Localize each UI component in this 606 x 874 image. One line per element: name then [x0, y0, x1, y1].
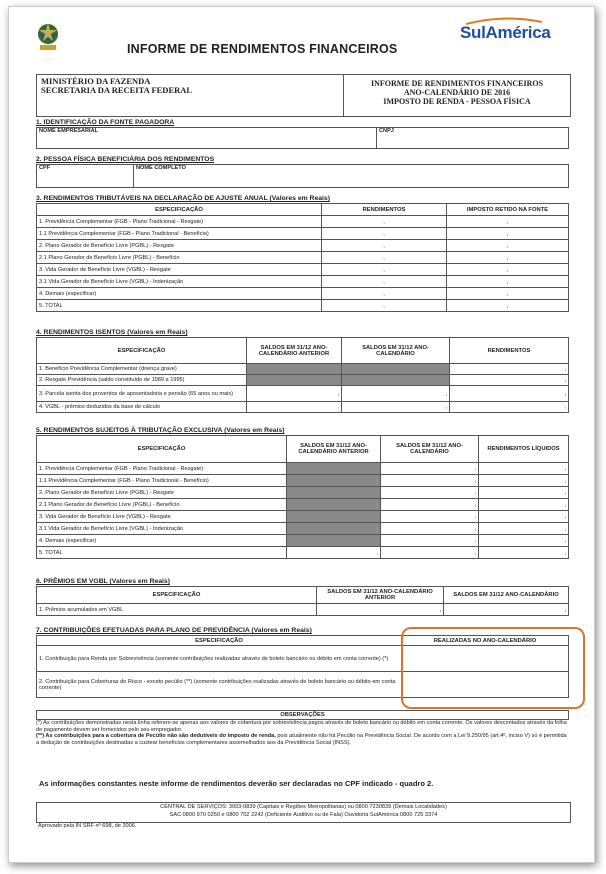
footer-contacts	[36, 802, 571, 823]
s5-row	[37, 511, 569, 523]
s4-row-value: ,	[450, 402, 569, 413]
s6-row-current: ,	[444, 604, 569, 616]
brazil-coat-of-arms-icon	[35, 21, 61, 53]
s4-row	[37, 402, 569, 413]
s4-row-label: 1. Benefício Previdência Complementar (doença grave)	[37, 364, 247, 375]
s3-row-value: ,	[322, 264, 447, 276]
s3-row-label: 2. Plano Gerador de Benefício Livre (PGBL) - Resgate	[37, 240, 322, 252]
s3-row-label: 1.1 Previdência Complementar (FGB - Plano Tradicional - Benefício)	[37, 228, 322, 240]
s3-row-value: ,	[322, 252, 447, 264]
obs-note-2	[36, 733, 569, 746]
s3-row	[37, 276, 569, 288]
s3-row	[37, 240, 569, 252]
s5-header-balance: SALDOS EM 31/12 ANO-CALENDÁRIO	[381, 436, 479, 463]
s4-header-balance: SALDOS EM 31/12 ANO-CALENDÁRIO	[342, 338, 450, 364]
form-page	[8, 6, 595, 863]
section-3-table	[36, 203, 569, 312]
highlight-annotation	[401, 627, 585, 709]
s4-row-value	[247, 364, 342, 375]
s7-header-realized: REALIZADAS NO ANO-CALENDÁRIO	[402, 636, 569, 646]
s5-row	[37, 463, 569, 475]
observations-text	[36, 720, 569, 746]
s4-row	[37, 364, 569, 375]
s4-row-value: ,	[247, 402, 342, 413]
company-name-field: NOME EMPRESARIAL	[37, 128, 377, 149]
s3-row	[37, 288, 569, 300]
s5-row-label: 3.1 Vida Gerador de Benefício Livre (VGBL) - Indenização	[37, 523, 287, 535]
s5-row	[37, 475, 569, 487]
s5-row-value: ,	[479, 487, 569, 499]
s5-row-value	[287, 523, 381, 535]
report-heading-1: INFORME DE RENDIMENTOS FINANCEIROS	[370, 79, 544, 88]
s4-row-value	[342, 364, 450, 375]
s3-row-value: ,	[447, 216, 569, 228]
section-3-title: 3. RENDIMENTOS TRIBUTÁVEIS NA DECLARAÇÃO DE AJUSTE ANUAL (Valores em Reais)	[36, 195, 330, 202]
section-7-title: 7. CONTRIBUIÇÕES EFETUADAS PARA PLANO DE PREVIDÊNCIA (Valores em Reais)	[36, 627, 312, 634]
s4-row-value: ,	[247, 386, 342, 402]
s5-header-spec: ESPECIFICAÇÃO	[37, 436, 287, 463]
secretaria-line: SECRETARIA DA RECEITA FEDERAL	[41, 85, 193, 95]
report-heading-3: IMPOSTO DE RENDA - PESSOA FÍSICA	[383, 97, 531, 106]
ministry-line: MINISTÉRIO DA FAZENDA	[41, 76, 151, 86]
s5-row	[37, 487, 569, 499]
s5-row-value: ,	[479, 535, 569, 547]
sulamerica-logo	[460, 23, 551, 43]
s3-row-label: 3.1 Vida Gerador de Benefício Livre (VGBL) - Indenização	[37, 276, 322, 288]
footer-line-2: SAC 0800 970 0250 e 0800 702 2242 (Deficiente Auditivo ou de Fala) Ouvidoria SulAmérica 0800 725 3374	[169, 812, 438, 818]
full-name-field: NOME COMPLETO	[134, 165, 569, 188]
s6-header-balance: SALDOS EM 31/12 ANO-CALENDÁRIO	[444, 587, 569, 604]
report-heading-2: ANO-CALENDÁRIO DE 2016	[403, 88, 511, 97]
s3-row-label: 2.1 Plano Gerador de Benefício Livre (PGBL) - Benefício	[37, 252, 322, 264]
s5-row-value: ,	[479, 523, 569, 535]
s5-row-label: 3. Vida Gerador de Benefício Livre (VGBL) - Resgate	[37, 511, 287, 523]
cpf-field: CPF	[37, 165, 134, 188]
s3-row-value: ,	[447, 264, 569, 276]
s5-row-value: ,	[381, 511, 479, 523]
s4-row-value	[342, 375, 450, 386]
s5-row-value: ,	[381, 463, 479, 475]
s5-row	[37, 499, 569, 511]
cnpj-field: CNPJ	[377, 128, 569, 149]
s5-row-value: ,	[479, 475, 569, 487]
s4-row-value	[247, 375, 342, 386]
s7-row-survival: 1. Contribuição para Renda por Sobrevivência (somente contribuições realizadas através de boleto bancário ou débito em conta corrente) (*)	[37, 646, 402, 672]
s3-row	[37, 264, 569, 276]
s3-row-value: ,	[322, 228, 447, 240]
s4-row	[37, 375, 569, 386]
s5-row	[37, 535, 569, 547]
s3-row-value: ,	[447, 240, 569, 252]
s3-row	[37, 252, 569, 264]
s5-header-prev-balance: SALDOS EM 31/12 ANO-CALENDÁRIO ANTERIOR	[287, 436, 381, 463]
logo-swoosh-icon	[464, 17, 544, 25]
section-2-table	[36, 164, 569, 188]
s5-row-value: ,	[287, 547, 381, 559]
s3-row	[37, 300, 569, 312]
s5-row-value: ,	[381, 523, 479, 535]
section-2-title: 2. PESSOA FÍSICA BENEFICIÁRIA DOS RENDIMENTOS	[36, 156, 215, 163]
section-5-table	[36, 435, 569, 559]
s3-row	[37, 216, 569, 228]
s5-row-label: 4. Demais (especificar)	[37, 535, 287, 547]
s3-row-value: ,	[447, 252, 569, 264]
s5-row-value: ,	[381, 487, 479, 499]
s5-row-value	[287, 499, 381, 511]
obs-note-2-bold: (**) As contribuições para a cobertura de Pecúlio não são dedutíveis do imposto de renda,	[36, 733, 276, 739]
s7-header-spec: ESPECIFICAÇÃO	[37, 636, 402, 646]
obs-note-2-text: pois atualmente não há Pecúlio na Previdência Social. De acordo com a Lei 9.250/95 (art.4º, inciso V) só é permitida a dedução de contribuições destinadas a custear benefícios complementares assemelhados aos da Previdência Social (INSS).	[36, 733, 567, 746]
s5-row-value: ,	[479, 511, 569, 523]
s3-row-value: ,	[322, 276, 447, 288]
s4-row-value: ,	[450, 375, 569, 386]
s5-row	[37, 523, 569, 535]
s3-header-income: RENDIMENTOS	[322, 204, 447, 216]
obs-note-1: (*) As contribuições demonstradas nesta linha referem-se apenas aos valores de cobertura por sobrevivência pagos através de boleto bancário ou débito em conta corrente. Os valores descontados através da folha de pagamento devem ser fornecidos pelo seu empregador.	[36, 720, 567, 733]
section-4-table	[36, 337, 569, 413]
section-1-title: 1. IDENTIFICAÇÃO DA FONTE PAGADORA	[36, 119, 175, 126]
page-title: INFORME DE RENDIMENTOS FINANCEIROS	[127, 42, 398, 56]
observations-header	[36, 710, 569, 720]
s4-row-label: 4. VGBL - prêmios deduzidos da base de cálculo	[37, 402, 247, 413]
s5-row-value	[287, 487, 381, 499]
section-5-title: 5. RENDIMENTOS SUJEITOS À TRIBUTAÇÃO EXCLUSIVA (Valores em Reais)	[36, 427, 285, 434]
s6-row-label: 1. Prêmios acumulados em VGBL	[37, 604, 317, 616]
issuer-ministry	[41, 77, 192, 95]
s3-row-value: ,	[322, 240, 447, 252]
section-1-table	[36, 127, 569, 149]
s6-header-spec: ESPECIFICAÇÃO	[37, 587, 317, 604]
s5-row-value: ,	[381, 547, 479, 559]
s4-row	[37, 386, 569, 402]
section-6-title: 6. PRÊMIOS EM VGBL (Valores em Reais)	[36, 578, 170, 585]
declaration-note: As informações constantes neste informe de rendimentos deverão ser declaradas no CPF indicado - quadro 2.	[39, 779, 434, 788]
s5-row-value: ,	[381, 535, 479, 547]
s3-row-value: ,	[447, 228, 569, 240]
s6-row-prev: ,	[317, 604, 444, 616]
s5-row-value: ,	[479, 499, 569, 511]
s3-row-label: 4. Demais (especificar)	[37, 288, 322, 300]
s3-row-value: ,	[447, 300, 569, 312]
s5-row-label: 2. Plano Gerador de Benefício Livre (PGBL) - Resgate	[37, 487, 287, 499]
s4-row-label: 2. Resgate Previdência (saldo constituído de 1989 a 1995)	[37, 375, 247, 386]
s6-header-prev-balance: SALDOS EM 31/12 ANO-CALENDÁRIO ANTERIOR	[317, 587, 444, 604]
s4-row-value: ,	[342, 402, 450, 413]
observations-title: OBSERVAÇÕES	[37, 711, 569, 720]
s3-row-value: ,	[447, 276, 569, 288]
s3-row-label: 1. Previdência Complementar (FGB - Plano Tradicional - Resgate)	[37, 216, 322, 228]
s3-header-tax: IMPOSTO RETIDO NA FONTE	[447, 204, 569, 216]
s5-row-value	[287, 463, 381, 475]
s4-row-value: ,	[450, 364, 569, 375]
issuer-box	[36, 74, 571, 117]
s4-header-spec: ESPECIFICAÇÃO	[37, 338, 247, 364]
s4-row-value: ,	[450, 386, 569, 402]
s3-row-value: ,	[322, 216, 447, 228]
s5-row-label: 1. Previdência Complementar (FGB - Plano Tradicional - Resgate)	[37, 463, 287, 475]
s5-row-value	[287, 511, 381, 523]
s4-header-income: RENDIMENTOS	[450, 338, 569, 364]
s7-row-risk: 2. Contribuição para Coberturas de Risco - exceto pecúlio (**) (somente contribuições realizadas através de boleto bancário ou débito em conta corrente)	[37, 672, 402, 698]
section-6-table	[36, 586, 569, 616]
s4-row-label: 3. Parcela isenta dos proventos de aposentadoria e pensão (65 anos ou mais)	[37, 386, 247, 402]
s5-row-value: ,	[381, 499, 479, 511]
s3-row-value: ,	[322, 288, 447, 300]
s5-row-value	[287, 475, 381, 487]
s4-row-value: ,	[342, 386, 450, 402]
approval-note: Aprovado pela IN SRF nº 698, de 2006.	[38, 823, 137, 829]
s3-header-spec: ESPECIFICAÇÃO	[37, 204, 322, 216]
s5-header-net: RENDIMENTOS LÍQUIDOS	[479, 436, 569, 463]
logo-text: SulAmérica	[460, 23, 551, 42]
s5-row-label: 1.1 Previdência Complementar (FGB - Plano Tradicional - Benefício)	[37, 475, 287, 487]
s5-row-value: ,	[381, 475, 479, 487]
s5-row-label: 5. TOTAL	[37, 547, 287, 559]
section-4-title: 4. RENDIMENTOS ISENTOS (Valores em Reais)	[36, 329, 188, 336]
s5-row-value: ,	[479, 463, 569, 475]
report-heading	[347, 79, 567, 106]
s5-row-value	[287, 535, 381, 547]
s4-header-prev-balance: SALDOS EM 31/12 ANO-CALENDÁRIO ANTERIOR	[247, 338, 342, 364]
s5-row	[37, 547, 569, 559]
footer-line-1: CENTRAL DE SERVIÇOS: 3003-0839 (Capitais e Regiões Metropolitanas) ou 0800 7230839 (Demais Localidades)	[160, 804, 447, 810]
s3-row-value: ,	[447, 288, 569, 300]
s3-row	[37, 228, 569, 240]
s3-row-label: 5. TOTAL	[37, 300, 322, 312]
s5-row-label: 2.1 Plano Gerador de Benefício Livre (PGBL) - Benefício	[37, 499, 287, 511]
s3-row-value: ,	[322, 300, 447, 312]
s3-row-label: 3. Vida Gerador de Benefício Livre (VGBL) - Resgate	[37, 264, 322, 276]
s5-row-value: ,	[479, 547, 569, 559]
